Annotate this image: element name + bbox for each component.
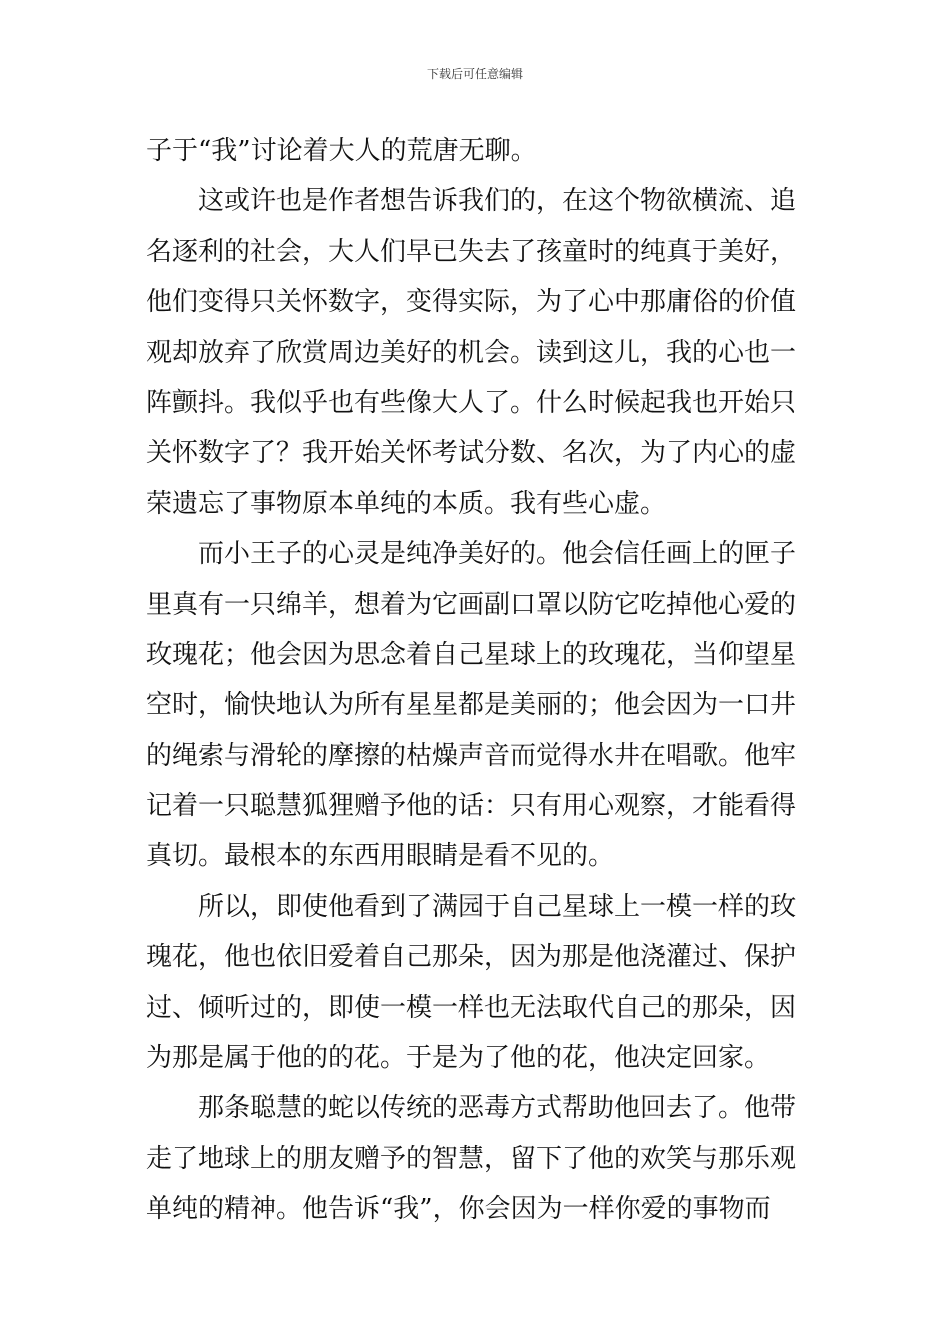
text-line: 所以，即使他看到了满园于自己星球上一模一样的玫 xyxy=(198,891,797,922)
text-line: 单纯的精神。他告诉“我”，你会因为一样你爱的事物而 xyxy=(146,1194,771,1225)
text-line: 走了地球上的朋友赠予的智慧，留下了他的欢笑与那乐观 xyxy=(146,1143,797,1174)
text-line: 那条聪慧的蛇以传统的恶毒方式帮助他回去了。他带 xyxy=(198,1093,797,1124)
text-line: 而小王子的心灵是纯净美好的。他会信任画上的匣子 xyxy=(198,539,797,570)
page-header: 下载后可任意编辑 xyxy=(426,67,523,81)
text-line: 子于“我”讨论着大人的荒唐无聊。 xyxy=(146,136,537,166)
text-line: 为那是属于他的的花。于是为了他的花，他决定回家。 xyxy=(146,1043,771,1074)
text-line: 观却放弃了欣赏周边美好的机会。读到这儿，我的心也一 xyxy=(146,337,797,368)
text-line: 名逐利的社会，大人们早已失去了孩童时的纯真于美好， xyxy=(146,236,797,267)
text-line: 记着一只聪慧狐狸赠予他的话：只有用心观察，才能看得 xyxy=(146,791,797,822)
text-line: 玫瑰花；他会因为思念着自己星球上的玫瑰花，当仰望星 xyxy=(146,639,797,670)
text-line: 里真有一只绵羊，想着为它画副口罩以防它吃掉他心爱的 xyxy=(146,589,797,620)
text-line: 关怀数字了？我开始关怀考试分数、名次，为了内心的虚 xyxy=(146,438,797,469)
text-line: 这或许也是作者想告诉我们的，在这个物欲横流、追 xyxy=(198,186,797,217)
text-line: 阵颤抖。我似乎也有些像大人了。什么时候起我也开始只 xyxy=(146,387,797,418)
text-line: 荣遗忘了事物原本单纯的本质。我有些心虚。 xyxy=(146,488,667,519)
text-line: 的绳索与滑轮的摩擦的枯燥声音而觉得水井在唱歌。他牢 xyxy=(146,740,797,771)
text-line: 空时，愉快地认为所有星星都是美丽的；他会因为一口井 xyxy=(146,690,797,721)
text-line: 过、倾听过的，即使一模一样也无法取代自己的那朵，因 xyxy=(146,992,797,1023)
text-line: 他们变得只关怀数字，变得实际，为了心中那庸俗的价值 xyxy=(146,287,797,318)
text-line: 瑰花，他也依旧爱着自己那朵，因为那是他浇灌过、保护 xyxy=(146,942,797,973)
body-text xyxy=(146,126,812,1235)
text-line: 真切。最根本的东西用眼睛是看不见的。 xyxy=(146,841,615,872)
